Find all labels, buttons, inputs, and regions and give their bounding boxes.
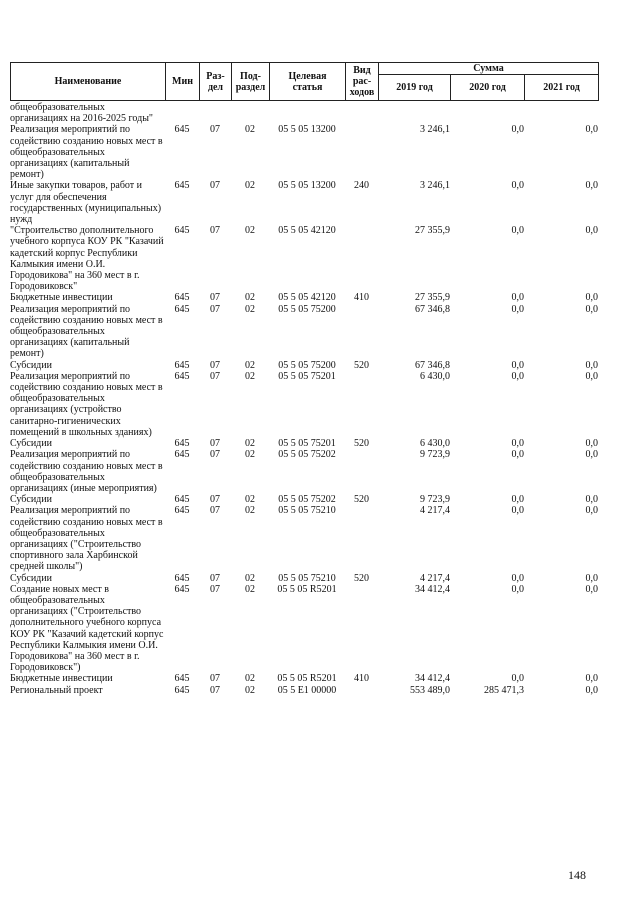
row-name: Субсидии [10, 438, 52, 450]
row-2020: 0,0 [511, 673, 524, 685]
row-target: 05 5 05 42120 [278, 292, 336, 304]
row-min: 645 [174, 438, 190, 450]
row-min: 645 [174, 505, 190, 517]
row-vid [345, 304, 378, 360]
row-target: 05 5 05 75200 [278, 303, 336, 315]
row-vid: 240 [354, 180, 369, 192]
row-podrazdel: 02 [245, 180, 255, 192]
row-2021: 0,0 [585, 292, 598, 304]
row-razdel: 07 [210, 684, 220, 696]
row-podrazdel: 02 [245, 370, 255, 382]
row-name: Бюджетные инвестиции [10, 673, 113, 685]
row-vid [345, 449, 378, 494]
budget-table [10, 102, 598, 696]
row-2019: 6 430,0 [420, 370, 450, 382]
row-podrazdel: 02 [245, 583, 255, 595]
table-row [10, 449, 598, 494]
row-razdel: 07 [210, 449, 220, 461]
row-2020: 0,0 [511, 303, 524, 315]
row-2021 [524, 102, 598, 124]
row-min: 645 [174, 370, 190, 382]
row-2019: 9 723,9 [420, 449, 450, 461]
row-target: 05 5 05 13200 [278, 180, 336, 192]
row-razdel: 07 [210, 505, 220, 517]
row-2021: 0,0 [585, 505, 598, 517]
row-2021: 0,0 [585, 124, 598, 136]
row-2019: 4 217,4 [420, 505, 450, 517]
row-2019 [378, 102, 450, 124]
row-2021: 0,0 [585, 303, 598, 315]
row-2020: 0,0 [511, 359, 524, 371]
row-vid [345, 584, 378, 674]
row-2020: 0,0 [511, 225, 524, 237]
header-summa: Сумма [379, 63, 599, 75]
header-vid: Вид рас- ходов [346, 63, 379, 101]
row-2020: 0,0 [511, 505, 524, 517]
row-vid [345, 124, 378, 180]
row-2021: 0,0 [585, 449, 598, 461]
row-razdel: 07 [210, 673, 220, 685]
row-2021: 0,0 [585, 583, 598, 595]
table-row [10, 685, 598, 696]
row-podrazdel: 02 [245, 684, 255, 696]
row-razdel: 07 [210, 303, 220, 315]
page-number: 148 [568, 868, 586, 882]
row-razdel: 07 [210, 359, 220, 371]
header-2021: 2021 год [525, 75, 599, 101]
row-name: Субсидии [10, 494, 52, 506]
row-2019: 67 346,8 [415, 303, 450, 315]
row-2020: 0,0 [511, 180, 524, 192]
row-2019: 34 412,4 [415, 673, 450, 685]
row-min: 645 [174, 180, 190, 192]
row-2020: 0,0 [511, 572, 524, 584]
row-name: Реализация мероприятий по содействию созданию новых мест в общеобразовательных организациях (устройство санитарно-гигиенических помещений в школьных зданиях) [10, 370, 163, 438]
row-2021: 0,0 [585, 438, 598, 450]
row-2019: 3 246,1 [420, 124, 450, 136]
row-2019: 3 246,1 [420, 180, 450, 192]
table-row [10, 494, 598, 505]
row-2021: 0,0 [585, 684, 598, 696]
row-name: Реализация мероприятий по содействию созданию новых мест в общеобразовательных организациях ("Строительство спортивного зала Харбинской средней школы") [10, 505, 163, 573]
row-target: 05 5 05 75200 [278, 359, 336, 371]
row-podrazdel: 02 [245, 673, 255, 685]
row-2020: 285 471,3 [484, 684, 524, 696]
table-row [10, 225, 598, 292]
row-target: 05 5 05 75202 [278, 449, 336, 461]
row-2020: 0,0 [511, 449, 524, 461]
row-razdel: 07 [210, 292, 220, 304]
header-2020: 2020 год [451, 75, 525, 101]
row-vid [345, 505, 378, 572]
row-2021: 0,0 [585, 572, 598, 584]
table-row [10, 584, 598, 674]
row-min: 645 [174, 359, 190, 371]
row-target: 05 5 05 R5201 [277, 673, 337, 685]
row-2019: 67 346,8 [415, 359, 450, 371]
row-vid: 410 [354, 673, 369, 685]
row-min: 645 [174, 449, 190, 461]
row-vid: 520 [354, 438, 369, 450]
row-2020: 0,0 [511, 292, 524, 304]
row-name: Региональный проект [10, 684, 103, 696]
row-name: Субсидии [10, 572, 52, 584]
row-target [269, 102, 345, 124]
row-target: 05 5 05 R5201 [277, 583, 337, 595]
header-min: Мин [166, 63, 200, 101]
row-razdel: 07 [210, 438, 220, 450]
row-name: Реализация мероприятий по содействию созданию новых мест в общеобразовательных организациях (капитальный ремонт) [10, 303, 163, 360]
row-min: 645 [174, 583, 190, 595]
row-podrazdel: 02 [245, 225, 255, 237]
row-min: 645 [174, 572, 190, 584]
row-vid [345, 225, 378, 292]
row-vid [345, 102, 378, 124]
row-target: 05 5 05 75210 [278, 505, 336, 517]
row-name: Реализация мероприятий по содействию созданию новых мест в общеобразовательных организациях (иные мероприятия) [10, 449, 163, 494]
row-2021: 0,0 [585, 673, 598, 685]
row-name: "Строительство дополнительного учебного корпуса КОУ РК "Казачий кадетский корпус Республики Калмыкия имени О.И. Городовикова" на 360 мест в г. Городовиковск" [10, 225, 164, 293]
row-2021: 0,0 [585, 225, 598, 237]
row-vid: 520 [354, 494, 369, 506]
row-podrazdel: 02 [245, 494, 255, 506]
row-target: 05 5 05 42120 [278, 225, 336, 237]
header-podrazdel: Под- раздел [232, 63, 270, 101]
row-name: Иные закупки товаров, работ и услуг для обеспечения государственных (муниципальных) нужд [10, 180, 162, 226]
row-podrazdel: 02 [245, 303, 255, 315]
table-row [10, 573, 598, 584]
table-row [10, 102, 598, 124]
row-2019: 9 723,9 [420, 494, 450, 506]
row-vid [345, 371, 378, 438]
table-row [10, 292, 598, 303]
row-2019: 27 355,9 [415, 225, 450, 237]
row-2021: 0,0 [585, 180, 598, 192]
row-min [165, 102, 199, 124]
header-razdel: Раз- дел [200, 63, 232, 101]
row-razdel: 07 [210, 124, 220, 136]
table-row [10, 124, 598, 180]
table-row [10, 371, 598, 438]
row-target: 05 5 05 13200 [278, 124, 336, 136]
row-min: 645 [174, 673, 190, 685]
row-min: 645 [174, 124, 190, 136]
row-2021: 0,0 [585, 494, 598, 506]
table-row [10, 304, 598, 360]
row-podrazdel: 02 [245, 438, 255, 450]
row-2020: 0,0 [511, 583, 524, 595]
row-2020: 0,0 [511, 124, 524, 136]
row-2019: 6 430,0 [420, 438, 450, 450]
row-name: Создание новых мест в общеобразовательных организациях ("Строительство дополнительного учебного корпуса КОУ РК "Казачий кадетский корпус Республики Калмыкия имени О.И. Городовикова" на 360 мест в г. Городовиковск") [10, 583, 164, 674]
table-row [10, 180, 598, 225]
row-target: 05 5 05 75201 [278, 370, 336, 382]
row-podrazdel: 02 [245, 124, 255, 136]
row-podrazdel [231, 102, 269, 124]
row-2020 [450, 102, 524, 124]
header-name: Наименование [11, 63, 166, 101]
row-name: общеобразовательных организациях на 2016-2025 годы" [10, 102, 154, 125]
row-razdel: 07 [210, 494, 220, 506]
row-2019: 553 489,0 [410, 684, 450, 696]
row-min: 645 [174, 292, 190, 304]
row-2020: 0,0 [511, 494, 524, 506]
row-razdel: 07 [210, 572, 220, 584]
row-2019: 27 355,9 [415, 292, 450, 304]
table-header [10, 62, 599, 101]
table-row [10, 673, 598, 684]
table-row [10, 438, 598, 449]
row-2021: 0,0 [585, 359, 598, 371]
row-razdel: 07 [210, 180, 220, 192]
row-2020: 0,0 [511, 438, 524, 450]
table-row [10, 360, 598, 371]
row-razdel: 07 [210, 370, 220, 382]
row-vid: 520 [354, 359, 369, 371]
header-2019: 2019 год [379, 75, 451, 101]
table-row [10, 505, 598, 572]
row-min: 645 [174, 494, 190, 506]
row-min: 645 [174, 684, 190, 696]
row-podrazdel: 02 [245, 292, 255, 304]
row-podrazdel: 02 [245, 505, 255, 517]
row-2020: 0,0 [511, 370, 524, 382]
row-podrazdel: 02 [245, 359, 255, 371]
row-2021: 0,0 [585, 370, 598, 382]
row-target: 05 5 E1 00000 [277, 684, 337, 696]
row-vid: 520 [354, 572, 369, 584]
row-name: Бюджетные инвестиции [10, 292, 113, 304]
row-min: 645 [174, 225, 190, 237]
row-razdel: 07 [210, 583, 220, 595]
header-target: Целевая статья [270, 63, 346, 101]
row-target: 05 5 05 75202 [278, 494, 336, 506]
row-vid: 410 [354, 292, 369, 304]
row-razdel: 07 [210, 225, 220, 237]
row-name: Реализация мероприятий по содействию созданию новых мест в общеобразовательных организациях (капитальный ремонт) [10, 124, 163, 181]
row-podrazdel: 02 [245, 449, 255, 461]
row-target: 05 5 05 75210 [278, 572, 336, 584]
row-name: Субсидии [10, 359, 52, 371]
row-2019: 4 217,4 [420, 572, 450, 584]
row-razdel [199, 102, 231, 124]
row-vid [345, 685, 378, 696]
row-podrazdel: 02 [245, 572, 255, 584]
row-min: 645 [174, 303, 190, 315]
row-2019: 34 412,4 [415, 583, 450, 595]
row-target: 05 5 05 75201 [278, 438, 336, 450]
